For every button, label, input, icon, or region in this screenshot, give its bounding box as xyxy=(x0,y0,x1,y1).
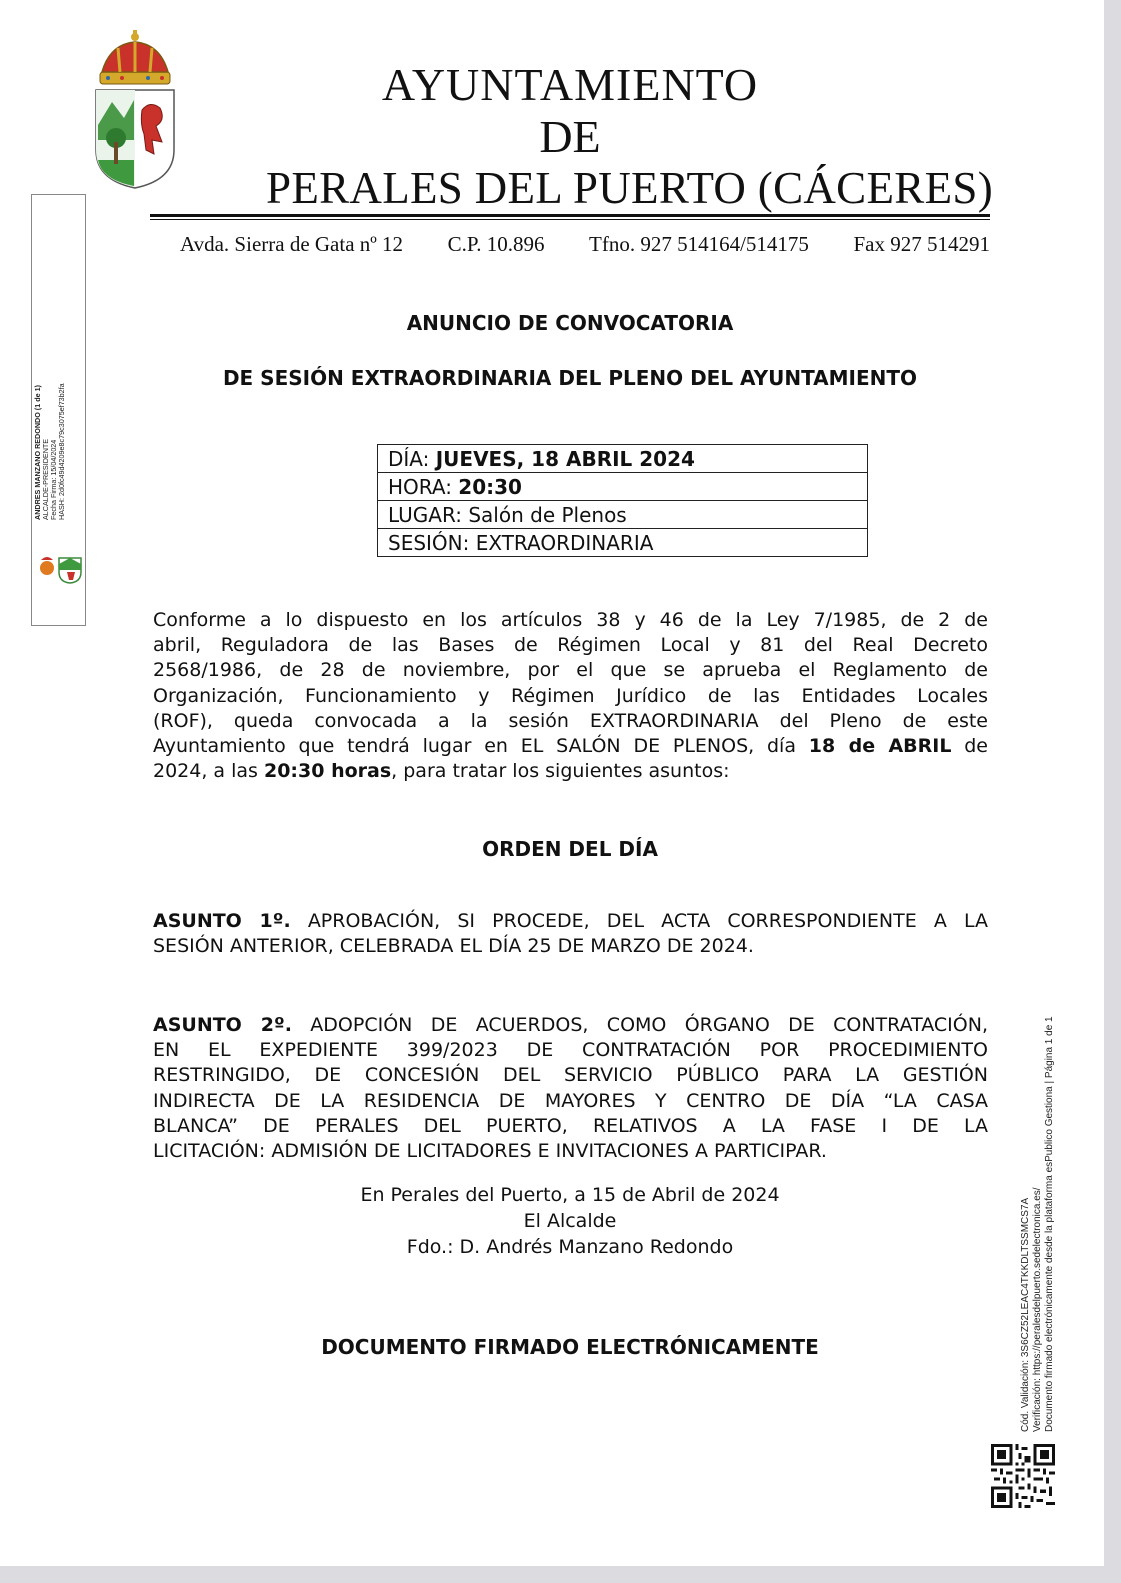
paragraph-line: (ROF), queda convocada a la sesión EXTRAORDINARIA del Pleno de este xyxy=(153,709,988,732)
signature-date: Fecha Firma: 15/04/2024 xyxy=(49,439,58,520)
signer-role: ALCALDE-PRESIDENTE xyxy=(41,438,50,520)
header-rule xyxy=(150,214,990,217)
paragraph-line xyxy=(153,759,988,784)
validation-info xyxy=(1020,1016,1056,1432)
paragraph-line: BLANCA” DE PERALES DEL PUERTO, RELATIVOS A LA FASE I DE LA xyxy=(153,1114,988,1137)
agenda-title: ORDEN DEL DÍA xyxy=(482,837,658,861)
platform-notice: Documento firmado electrónicamente desde la plataforma esPublico Gestiona | Página 1 de 1 xyxy=(1044,1016,1055,1432)
item-label: ASUNTO 1º. xyxy=(153,910,291,932)
agenda-item-1 xyxy=(153,909,988,959)
text-run: Ayuntamiento que tendrá lugar en EL SALÓN DE PLENOS, día xyxy=(153,734,809,757)
signature-hash: HASH: 2d0fc49d4209e8c79c3075ef73b2fa xyxy=(57,383,66,520)
paragraph-line: RESTRINGIDO, DE CONCESIÓN DEL SERVICIO PÚBLICO PARA LA GESTIÓN xyxy=(153,1064,988,1087)
time-label: HORA: xyxy=(388,474,459,499)
announcement-title: ANUNCIO DE CONVOCATORIA xyxy=(406,311,734,335)
header-rule-thin xyxy=(150,219,990,220)
paragraph-line: EN EL EXPEDIENTE 399/2023 DE CONTRATACIÓN POR PROCEDIMIENTO xyxy=(153,1039,988,1062)
signature-details xyxy=(34,320,66,520)
info-row-time xyxy=(378,473,868,501)
validation-code: Cód. Validación: 3S6CZ52LEAC4TKKDLTSSMCS7A xyxy=(1020,1197,1031,1432)
qr-code-icon xyxy=(991,1444,1055,1508)
page-edge xyxy=(0,1566,1121,1583)
day-label: DÍA: xyxy=(388,446,436,471)
phone: Tfno. 927 514164/514175 xyxy=(589,232,809,256)
header-title-line-1: AYUNTAMIENTO xyxy=(381,59,759,110)
info-row-session xyxy=(378,529,868,557)
session-title: DE SESIÓN EXTRAORDINARIA DEL PLENO DEL AYUNTAMIENTO xyxy=(222,366,918,390)
text-run: APROBACIÓN, SI PROCEDE, DEL ACTA CORRESPONDIENTE A LA xyxy=(290,910,988,932)
convocation-paragraph xyxy=(153,608,988,784)
signature-role: El Alcalde xyxy=(523,1210,617,1232)
paragraph-line: 2568/1986, de 28 de noviembre, por el que se aprueba el Reglamento de xyxy=(153,659,988,682)
text-run: 2024, a las xyxy=(153,760,264,783)
paragraph-line: INDIRECTA DE LA RESIDENCIA DE MAYORES Y CENTRO DE DÍA “LA CASA xyxy=(153,1089,988,1112)
electronic-signature-notice: DOCUMENTO FIRMADO ELECTRÓNICAMENTE xyxy=(321,1335,819,1359)
agenda-item-2 xyxy=(153,1013,988,1164)
paragraph-line xyxy=(153,1013,988,1038)
item-label: ASUNTO 2º. xyxy=(153,1014,292,1036)
fax: Fax 927 514291 xyxy=(853,232,990,256)
highlight-date: 18 de ABRIL xyxy=(808,734,952,757)
paragraph-line: LICITACIÓN: ADMISIÓN DE LICITADORES E INVITACIONES A PARTICIPAR. xyxy=(153,1139,827,1162)
header-contact xyxy=(180,232,990,257)
page-edge xyxy=(1104,0,1121,1583)
paragraph-line: Organización, Funcionamiento y Régimen Jurídico de las Entidades Locales xyxy=(153,684,988,707)
info-row-day xyxy=(378,445,868,473)
verification-url: Verificación: https://peralesdelpuerto.sedelectronica.es/ xyxy=(1032,1187,1043,1432)
paragraph-line xyxy=(153,909,988,934)
text-run: , para tratar los siguientes asuntos: xyxy=(391,760,730,783)
paragraph-line: SESIÓN ANTERIOR, CELEBRADA EL DÍA 25 DE MARZO DE 2024. xyxy=(153,935,754,958)
paragraph-line xyxy=(153,734,988,759)
municipal-seal-icon xyxy=(37,550,85,584)
info-row-place xyxy=(378,501,868,529)
paragraph-line: Conforme a lo dispuesto en los artículos 38 y 46 de la Ley 7/1985, de 2 de xyxy=(153,609,988,631)
highlight-time: 20:30 horas xyxy=(263,760,392,783)
header-title-line-3: PERALES DEL PUERTO (CÁCERES) xyxy=(266,163,993,213)
place-cell: LUGAR: Salón de Plenos xyxy=(378,501,868,529)
paragraph-line: abril, Reguladora de las Bases de Régimen Local y 81 del Real Decreto xyxy=(153,634,988,657)
day-value: JUEVES, 18 ABRIL 2024 xyxy=(435,446,695,471)
header-title-line-2: DE xyxy=(539,111,601,162)
text-run: ADOPCIÓN DE ACUERDOS, COMO ÓRGANO DE CONTRATACIÓN, xyxy=(291,1014,988,1036)
address: Avda. Sierra de Gata nº 12 xyxy=(180,232,404,256)
time-value: 20:30 xyxy=(458,474,522,499)
signature-name: Fdo.: D. Andrés Manzano Redondo xyxy=(406,1236,734,1258)
postal-code: C.P. 10.896 xyxy=(447,232,545,256)
signature-place-date: En Perales del Puerto, a 15 de Abril de 2024 xyxy=(360,1184,780,1206)
session-cell: SESIÓN: EXTRAORDINARIA xyxy=(378,529,868,557)
signer-name: ANDRES MANZANO REDONDO (1 de 1) xyxy=(33,385,42,520)
session-info-table xyxy=(377,444,868,557)
text-run: de xyxy=(951,734,989,757)
